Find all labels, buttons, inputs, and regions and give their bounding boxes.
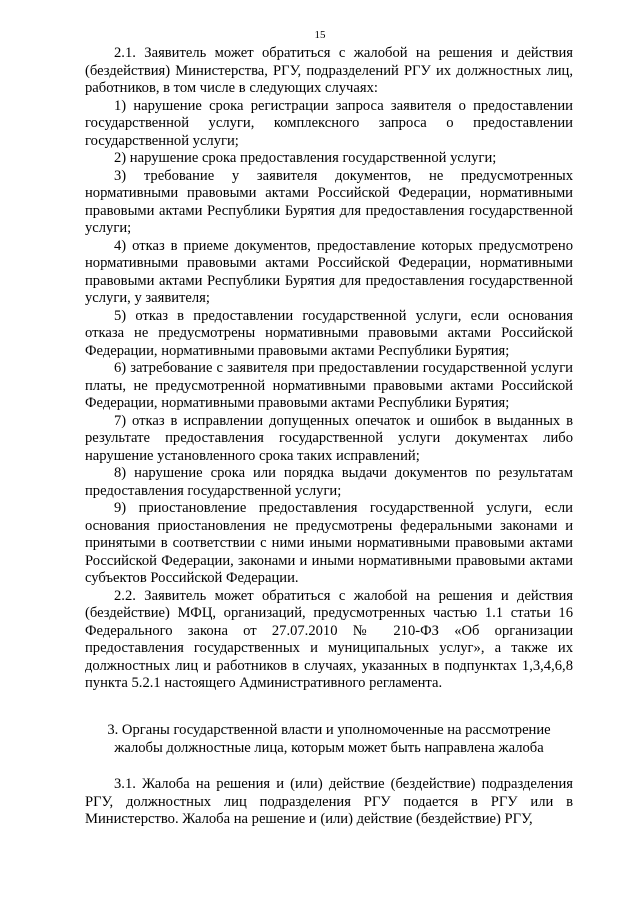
list-item-6: 6) затребование с заявителя при предоставлении государственной услуги платы, не предусмотренной нормативными правовыми актами Российской Федерации, нормативными правовыми актами Республики Бурятия;	[85, 360, 573, 411]
list-item-8: 8) нарушение срока или порядка выдачи документов по результатам предоставления государственной услуги;	[85, 465, 573, 499]
list-item-2: 2) нарушение срока предоставления государственной услуги;	[114, 150, 497, 166]
section-body	[85, 776, 573, 829]
list-item-7: 7) отказ в исправлении допущенных опечаток и ошибок в выданных в результате предоставления государственной услуги документах либо нарушение установленного срока таких исправлений;	[85, 412, 573, 464]
paragraph-2-2: 2.2. Заявитель может обратиться с жалобой на решения и действия (бездействие) МФЦ, организаций, предусмотренных частью 1.1 статьи 16 Федерального закона от 27.07.2010 № 210-ФЗ «Об организации предоставления государственных и муниципальных услуг», а также их должностных лиц и работников в случаях, указанных в подпунктах 1,3,4,6,8 пункта 5.2.1 настоящего Административного регламента.	[85, 587, 573, 691]
list-item-4: 4) отказ в приеме документов, предоставление которых предусмотрено нормативными правовыми актами Российской Федерации, нормативными правовыми актами Республики Бурятия для предоставления государственной услуги, у заявителя;	[85, 237, 573, 306]
page-number: 15	[314, 29, 326, 41]
list-item-3: 3) требование у заявителя документов, не предусмотренных нормативными правовыми актами Российской Федерации, нормативными правовыми актами Республики Бурятия для предоставления государственной услуги;	[85, 167, 573, 236]
list-item-5: 5) отказ в предоставлении государственной услуги, если основания отказа не предусмотрены нормативными правовыми актами Российской Федерации, нормативными правовыми актами Республики Бурятия;	[85, 307, 573, 359]
list-item-9: 9) приостановление предоставления государственной услуги, если основания приостановления не предусмотрены федеральными законами и принятыми в соответствии с ними иными нормативными правовыми актами Российской Федерации, законами и иными нормативными правовыми актами субъектов Российской Федерации.	[85, 500, 573, 586]
paragraph-3-1: 3.1. Жалоба на решения и (или) действие (бездействие) подразделения РГУ, должностных лиц подразделения РГУ подается в РГУ или в Министерство. Жалоба на решение и (или) действие (бездействие) РГУ,	[85, 776, 573, 827]
list-item-1: 1) нарушение срока регистрации запроса заявителя о предоставлении государственной услуги, комплексного запроса о предоставлении государственной услуги;	[85, 97, 573, 149]
document-body	[85, 45, 573, 693]
paragraph-2-1: 2.1. Заявитель может обратиться с жалобой на решения и действия (бездействия) Министерства, РГУ, подразделений РГУ их должностных лиц, работников, в том числе в следующих случаях:	[85, 45, 573, 96]
section-heading: 3. Органы государственной власти и уполномоченные на рассмотрение жалобы должностные лица, которым может быть направлена жалоба	[107, 722, 551, 756]
